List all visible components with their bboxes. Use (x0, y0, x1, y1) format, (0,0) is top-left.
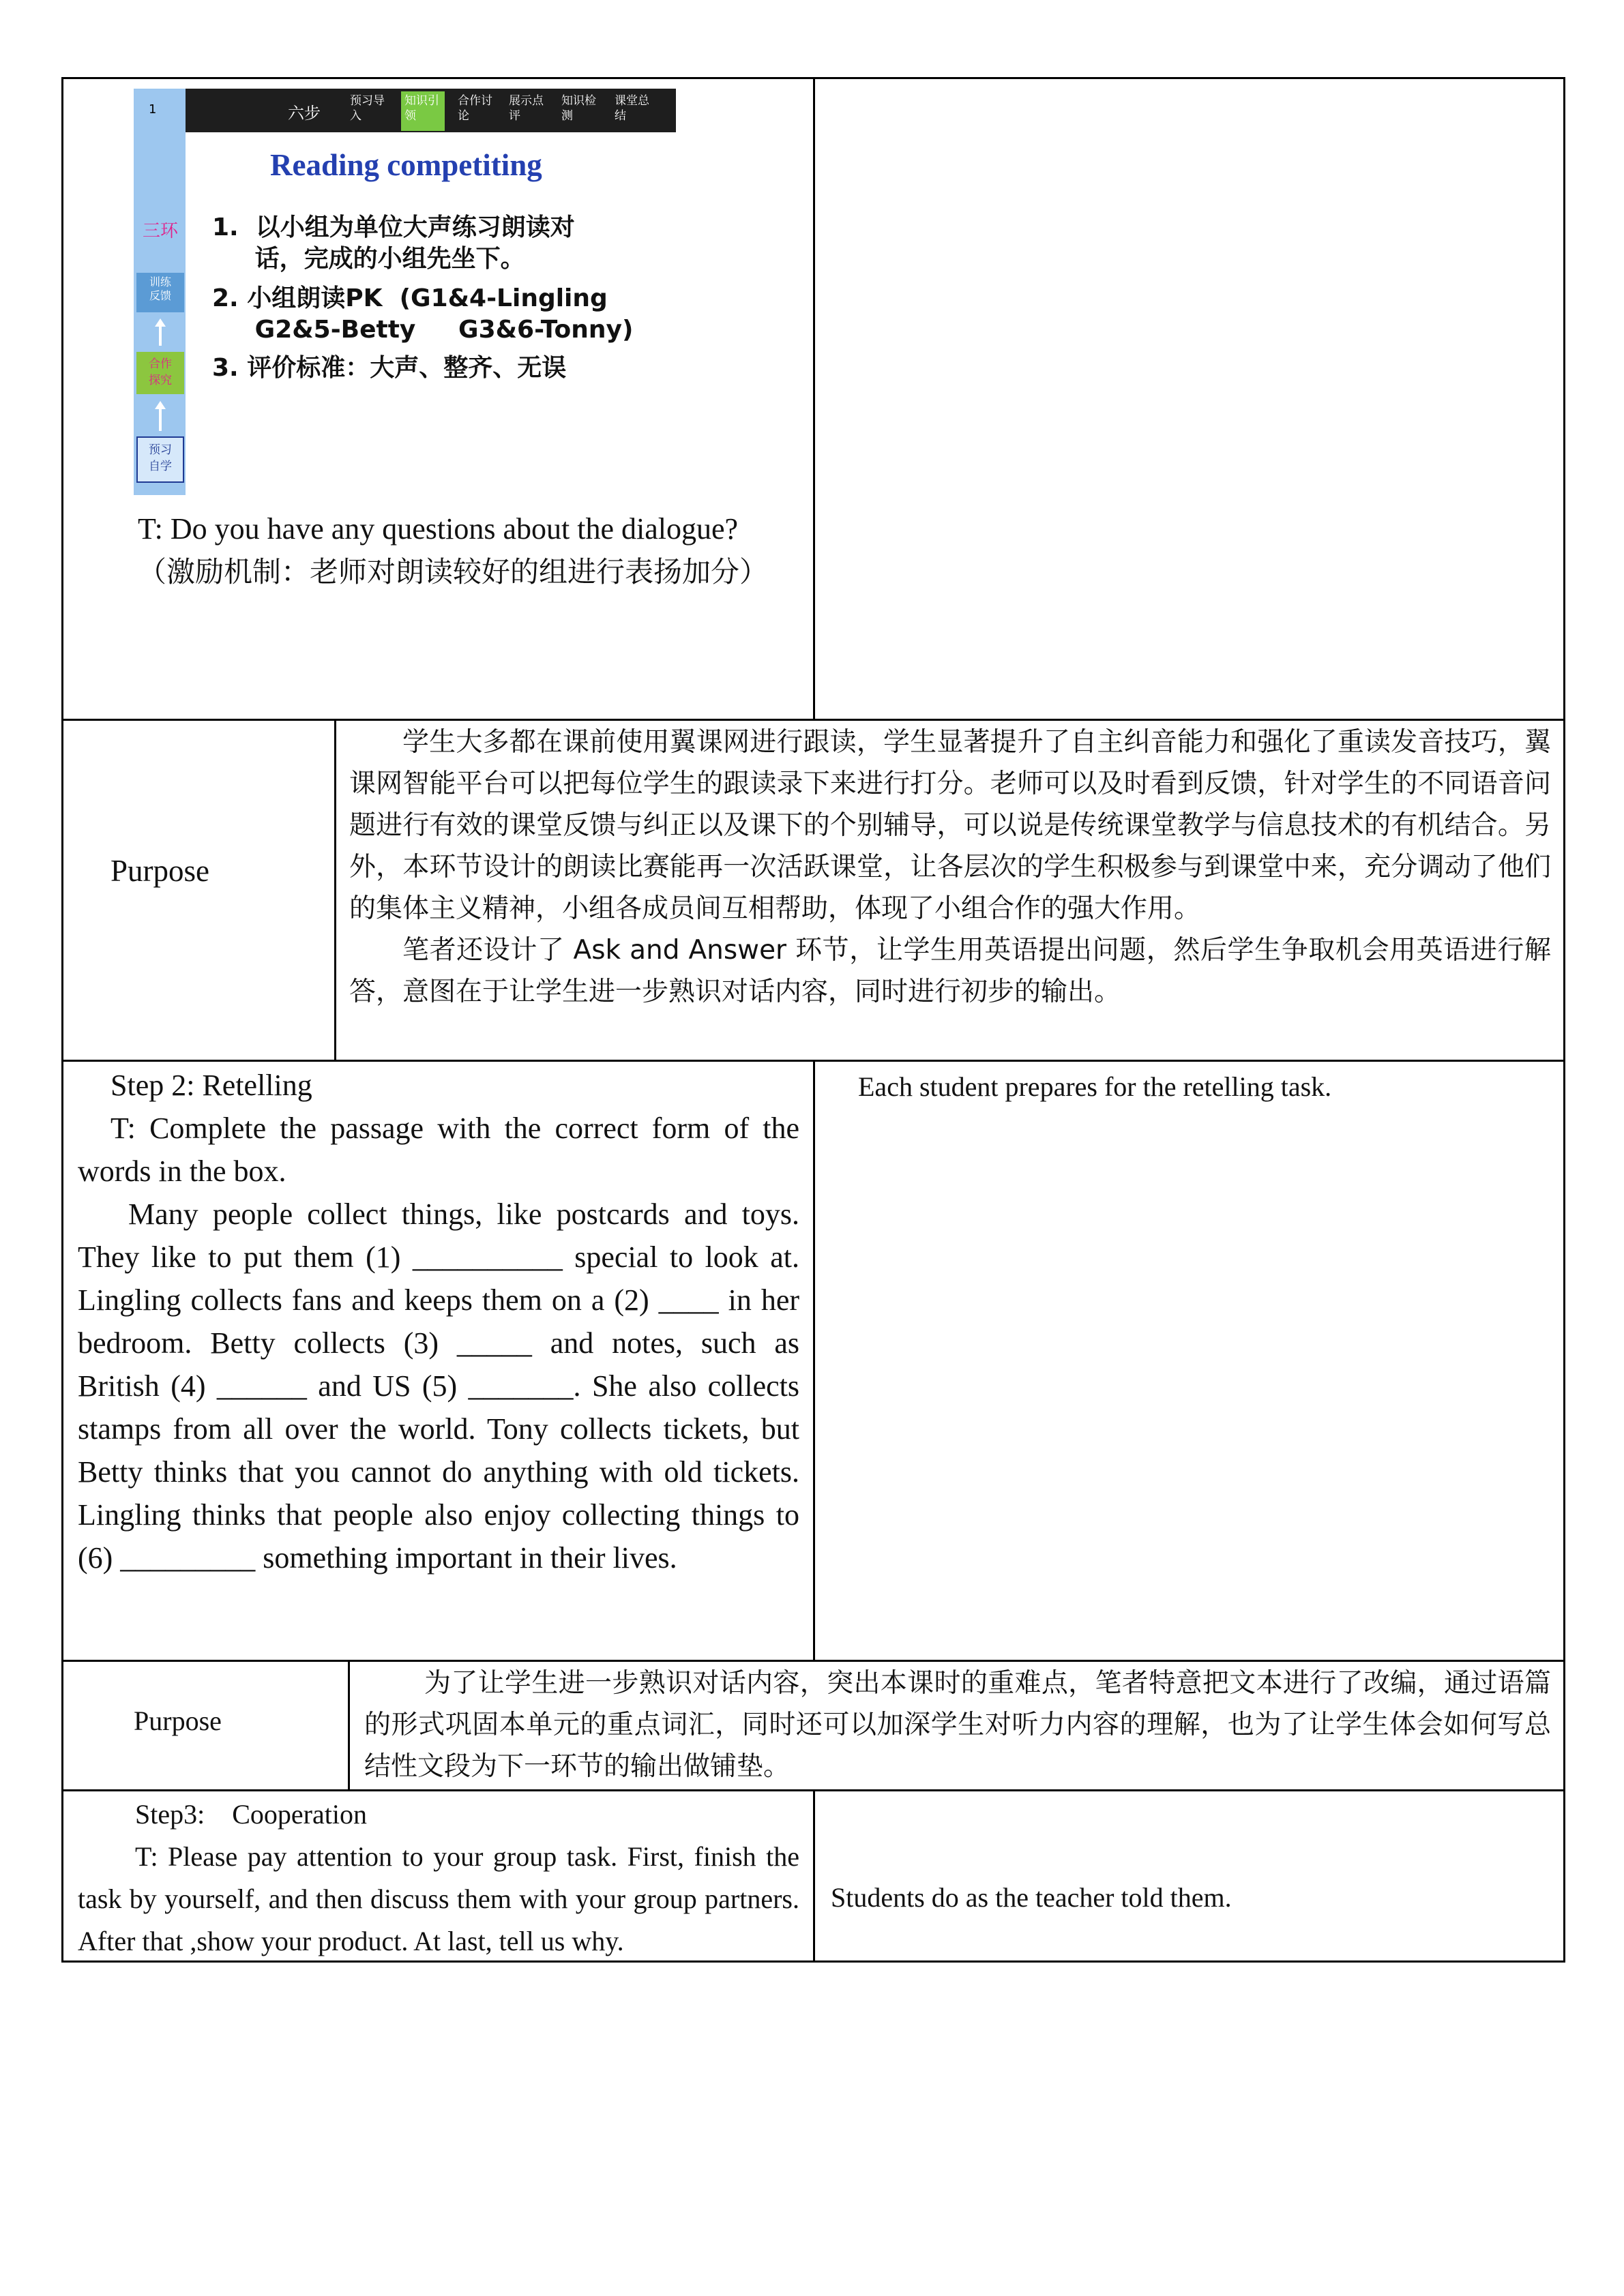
slide-item-1b: 话，完成的小组先坐下。 (212, 245, 525, 273)
nav-tab-preview[interactable]: 预习导入 (350, 94, 385, 123)
col-divider-row3 (813, 1060, 815, 1661)
col-divider-row2 (334, 719, 336, 1061)
purpose-para-1: 学生大多都在课前使用翼课网进行跟读，学生显著提升了自主纠音能力和强化了重读发音技巧，翼课网智能平台可以把每位学生的跟读录下来进行打分。老师可以及时看到反馈，针对学生的不同语音问题进行有效的课堂反馈与纠正以及课下的个别辅导，可以说是传统课堂教学与信息技术的有机结合。另外，本环节设计的朗读比赛能再一次活跃课堂，让各层次的学生积极参与到课堂中来，充分调动了他们的集体主义精神，小组各成员间互相帮助，体现了小组合作的强大作用。 (349, 727, 1551, 924)
side-box-feedback: 训练反馈 (136, 273, 184, 312)
slide-page-number: 1 (149, 102, 157, 117)
step3-instruction: T: Please pay attention to your group task. First, finish the task by yourself, and then discuss them with your group partners. After that ,show your product. At last, tell us why. (78, 1841, 799, 1956)
row5-teacher-cell (78, 1793, 799, 1963)
nav-tab-cooperation[interactable]: 合作讨论 (458, 94, 492, 123)
step2-instruction: T: Complete the passage with the correct form of the words in the box. (78, 1112, 799, 1188)
slide-item-1a: 1. 以小组为单位大声练习朗读对 (212, 213, 575, 241)
row5-student-cell: Students do as the teacher told them. (831, 1882, 1232, 1913)
purpose-para-2: 笔者还设计了 Ask and Answer 环节，让学生用英语提出问题，然后学生争取机会用英语进行解答，意图在于让学生进一步熟识对话内容，同时进行初步的输出。 (349, 935, 1551, 1007)
row4-label: Purpose (134, 1705, 222, 1736)
col-divider-row5 (813, 1789, 815, 1963)
step2-title: Step 2: Retelling (110, 1069, 312, 1102)
step3-title: Step3: Cooperation (135, 1799, 367, 1830)
col-divider-row4 (348, 1660, 350, 1791)
table-border-left (61, 77, 63, 1963)
teacher-question: T: Do you have any questions about the dialogue? (138, 512, 739, 546)
col-divider-row1 (813, 77, 815, 720)
nav-tab-summary[interactable]: 课堂总结 (615, 94, 649, 123)
slide-title: Reading competiting (270, 148, 542, 182)
side-box-selfstudy: 预习自学 (136, 436, 184, 483)
slide-item-2a: 2. 小组朗读PK (G1&4-Lingling (212, 284, 608, 312)
row3-student-cell: Each student prepares for the retelling task. (858, 1071, 1332, 1102)
row2-label: Purpose (110, 854, 209, 888)
retelling-passage: Many people collect things, like postcards and toys. They like to put them (1) __________ special to look at. Lingling collects fans and keeps them on a (2) ____ in her bedroom. Betty collects (3) _____ and notes, such as British (4) ______ and US (5) _______. She also collects stamps from all over the world. Tony collects tickets, but Betty thinks that you cannot do anything with old tickets. Lingling thinks that people also enjoy collecting things to (6) _________ something important in their lives. (78, 1197, 799, 1575)
nav-tab-test[interactable]: 知识检测 (561, 94, 596, 123)
slide-steps-label: 六步 (288, 104, 321, 123)
row3-teacher-cell (78, 1064, 799, 1579)
slide-screenshot (134, 89, 676, 495)
side-box-explore: 合作探究 (136, 352, 184, 394)
row2-purpose-cell (349, 721, 1551, 1013)
row4-purpose-para: 为了让学生进一步熟识对话内容，突出本课时的重难点，笔者特意把文本进行了改编，通过语篇的形式巩固本单元的重点词汇，同时还可以加深学生对听力内容的理解，也为了让学生体会如何写总结性文段为下一环节的输出做铺垫。 (364, 1668, 1551, 1782)
nav-tab-knowledge[interactable]: 知识引领 (401, 91, 445, 131)
arrow-up-icon (136, 317, 184, 347)
row1-teacher-cell (78, 507, 799, 593)
arrow-up-icon-2 (136, 400, 184, 432)
slide-item-2b: G2&5-Betty G3&6-Tonny) (212, 316, 634, 344)
ring-label: 三环 (142, 221, 178, 241)
table-border-right (1563, 77, 1565, 1963)
nav-tab-show[interactable]: 展示点评 (509, 94, 544, 123)
incentive-note: （激励机制：老师对朗读较好的组进行表扬加分） (138, 555, 769, 588)
slide-item-3: 3. 评价标准：大声、整齐、无误 (212, 354, 567, 382)
